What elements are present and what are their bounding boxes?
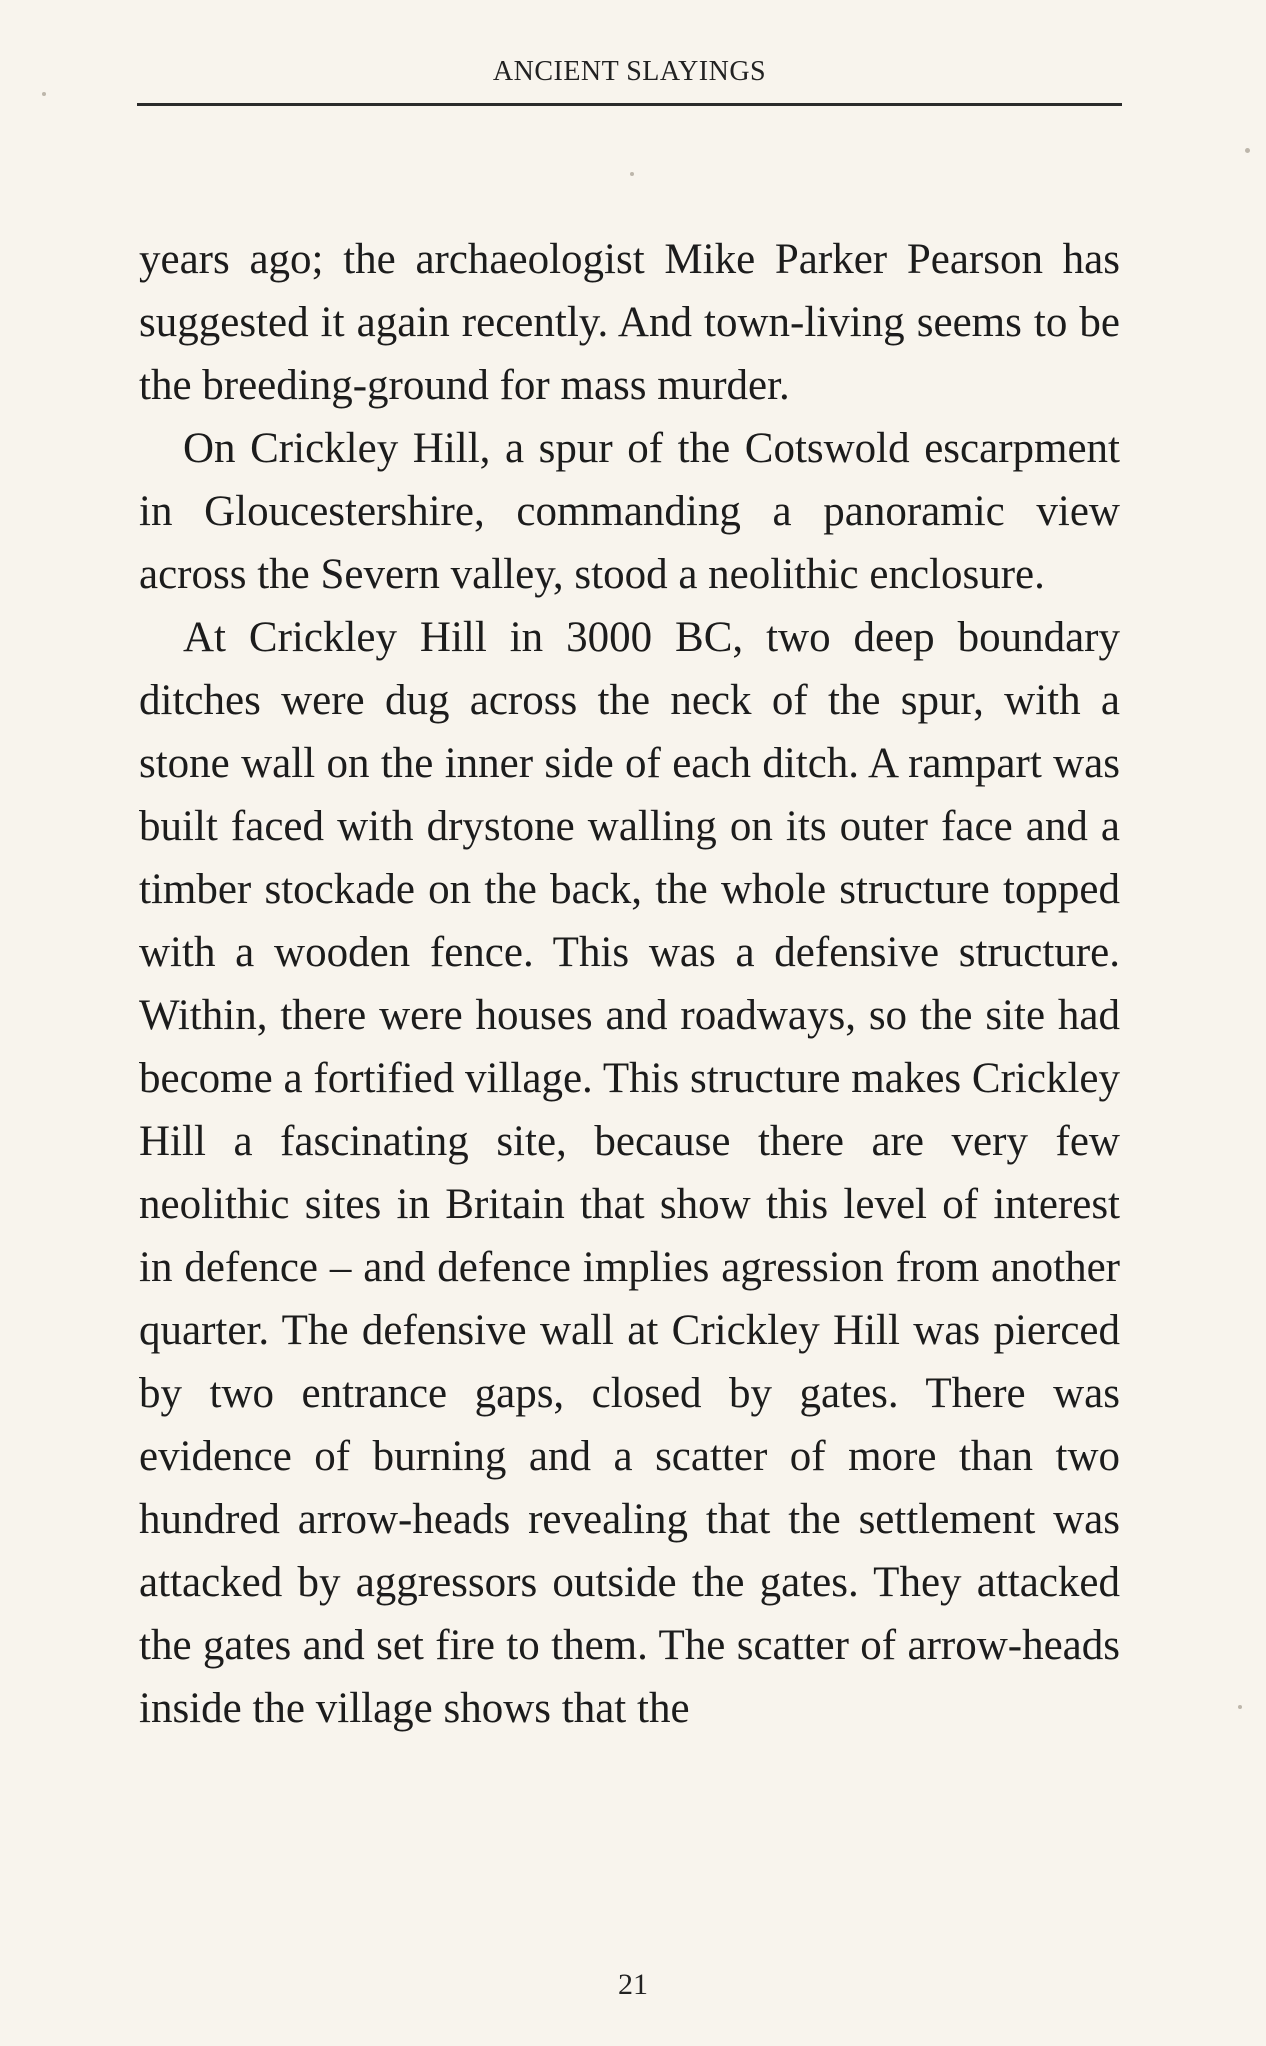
page-number: 21 — [618, 1968, 648, 2001]
body-text — [139, 228, 1120, 1740]
paper-speck — [42, 92, 46, 96]
paragraph: On Crickley Hill, a spur of the Cotswold escarpment in Gloucestershire, commanding a panoramic view across the Severn valley, stood a neolithic enclosure. — [139, 425, 1120, 598]
paragraph: At Crickley Hill in 3000 BC, two deep boundary ditches were dug across the neck of the spur, with a stone wall on the inner side of each ditch. A rampart was built faced with drystone walling on its outer face and a timber stockade on the back, the whole structure topped with a wooden fence. This was a defensive structure. Within, there were houses and roadways, so the site had become a fortified village. This structure makes Crickley Hill a fascinating site, because there are very few neolithic sites in Britain that show this level of interest in defence – and defence implies agression from another quarter. The defensive wall at Crickley Hill was pierced by two entrance gaps, closed by gates. There was evidence of burning and a scatter of more than two hundred arrow-heads revealing that the settlement was attacked by aggressors outside the gates. They attacked the gates and set fire to them. The scatter of arrow-heads inside the village shows that the — [139, 614, 1120, 1732]
running-head: ANCIENT SLAYINGS — [492, 56, 767, 87]
paper-speck — [1245, 148, 1250, 153]
paper-speck — [1238, 1705, 1242, 1709]
paragraph: years ago; the archaeologist Mike Parker Pearson has suggested it again recently. And town-living seems to be the breeding-ground for mass murder. — [139, 236, 1120, 409]
paper-speck — [630, 172, 634, 176]
header-rule — [137, 103, 1122, 106]
